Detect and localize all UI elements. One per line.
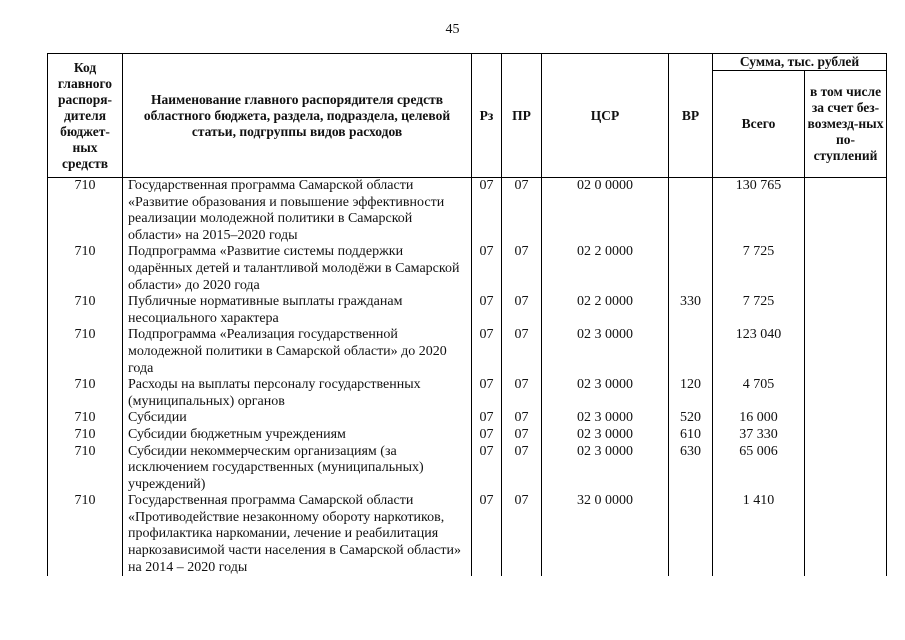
row-code: 710 bbox=[48, 410, 123, 427]
row-total: 7 725 bbox=[713, 294, 805, 327]
row-csr: 02 3 0000 bbox=[542, 377, 669, 410]
row-rz: 07 bbox=[472, 410, 502, 427]
row-name: Государственная программа Самарской области «Противодействие незаконному обороту наркотиков, профилактика наркомании, лечение и реабилитация наркозависимой части населения в Самарской области» на 2014 – 2020 годы bbox=[123, 493, 472, 576]
row-code: 710 bbox=[48, 244, 123, 294]
row-vr bbox=[669, 493, 713, 576]
row-rz: 07 bbox=[472, 244, 502, 294]
row-csr: 02 3 0000 bbox=[542, 444, 669, 494]
header-sum-group: Сумма, тыс. рублей bbox=[713, 54, 887, 71]
table-row bbox=[48, 327, 887, 377]
row-vr bbox=[669, 178, 713, 245]
row-total: 65 006 bbox=[713, 444, 805, 494]
row-pr: 07 bbox=[502, 327, 542, 377]
row-rz: 07 bbox=[472, 427, 502, 444]
row-vr: 330 bbox=[669, 294, 713, 327]
row-pr: 07 bbox=[502, 444, 542, 494]
row-pr: 07 bbox=[502, 377, 542, 410]
row-code: 710 bbox=[48, 377, 123, 410]
row-rz: 07 bbox=[472, 294, 502, 327]
row-vr bbox=[669, 327, 713, 377]
row-name: Субсидии бюджетным учреждениям bbox=[123, 427, 472, 444]
row-rz: 07 bbox=[472, 327, 502, 377]
header-vr: ВР bbox=[669, 54, 713, 178]
row-total: 16 000 bbox=[713, 410, 805, 427]
row-grants bbox=[805, 178, 887, 245]
header-rz: Рз bbox=[472, 54, 502, 178]
row-rz: 07 bbox=[472, 493, 502, 576]
row-grants bbox=[805, 493, 887, 576]
row-csr: 32 0 0000 bbox=[542, 493, 669, 576]
table-row bbox=[48, 493, 887, 576]
header-name: Наименование главного распорядителя средств областного бюджета, раздела, подраздела, целевой статьи, подгруппы видов расходов bbox=[123, 54, 472, 178]
row-csr: 02 3 0000 bbox=[542, 327, 669, 377]
header-grants: в том числе за счет без-возмезд-ных по-ступлений bbox=[805, 71, 887, 178]
row-grants bbox=[805, 327, 887, 377]
row-total: 123 040 bbox=[713, 327, 805, 377]
row-rz: 07 bbox=[472, 178, 502, 245]
row-grants bbox=[805, 244, 887, 294]
page-number: 45 bbox=[445, 22, 460, 37]
row-name: Подпрограмма «Реализация государственной молодежной политики в Самарской области» до 2020 года bbox=[123, 327, 472, 377]
row-csr: 02 2 0000 bbox=[542, 294, 669, 327]
row-vr: 520 bbox=[669, 410, 713, 427]
row-pr: 07 bbox=[502, 294, 542, 327]
row-pr: 07 bbox=[502, 244, 542, 294]
row-name: Государственная программа Самарской области «Развитие образования и повышение эффективности реализации молодежной политики в Самарской области» на 2015–2020 годы bbox=[123, 178, 472, 245]
row-code: 710 bbox=[48, 294, 123, 327]
table-row bbox=[48, 377, 887, 410]
row-total: 130 765 bbox=[713, 178, 805, 245]
row-total: 4 705 bbox=[713, 377, 805, 410]
row-pr: 07 bbox=[502, 410, 542, 427]
row-vr bbox=[669, 244, 713, 294]
row-vr: 610 bbox=[669, 427, 713, 444]
row-pr: 07 bbox=[502, 493, 542, 576]
table-body bbox=[48, 178, 887, 577]
row-csr: 02 2 0000 bbox=[542, 244, 669, 294]
table-row bbox=[48, 244, 887, 294]
header-csr: ЦСР bbox=[542, 54, 669, 178]
table-row bbox=[48, 410, 887, 427]
row-name: Субсидии bbox=[123, 410, 472, 427]
row-total: 7 725 bbox=[713, 244, 805, 294]
budget-table bbox=[47, 53, 887, 576]
row-rz: 07 bbox=[472, 377, 502, 410]
row-grants bbox=[805, 427, 887, 444]
row-vr: 120 bbox=[669, 377, 713, 410]
table-row bbox=[48, 444, 887, 494]
table-row bbox=[48, 427, 887, 444]
row-vr: 630 bbox=[669, 444, 713, 494]
row-grants bbox=[805, 444, 887, 494]
row-pr: 07 bbox=[502, 178, 542, 245]
row-grants bbox=[805, 410, 887, 427]
row-code: 710 bbox=[48, 327, 123, 377]
row-total: 37 330 bbox=[713, 427, 805, 444]
table-row bbox=[48, 294, 887, 327]
table-row bbox=[48, 178, 887, 245]
row-code: 710 bbox=[48, 444, 123, 494]
row-csr: 02 3 0000 bbox=[542, 427, 669, 444]
row-csr: 02 3 0000 bbox=[542, 410, 669, 427]
row-name: Субсидии некоммерческим организациям (за исключением государственных (муниципальных) учреждений) bbox=[123, 444, 472, 494]
header-total: Всего bbox=[713, 71, 805, 178]
row-code: 710 bbox=[48, 493, 123, 576]
row-csr: 02 0 0000 bbox=[542, 178, 669, 245]
row-code: 710 bbox=[48, 427, 123, 444]
header-pr: ПР bbox=[502, 54, 542, 178]
row-rz: 07 bbox=[472, 444, 502, 494]
row-code: 710 bbox=[48, 178, 123, 245]
row-name: Подпрограмма «Развитие системы поддержки одарённых детей и талантливой молодёжи в Самарской области» до 2020 года bbox=[123, 244, 472, 294]
row-total: 1 410 bbox=[713, 493, 805, 576]
header-code: Код главного распоря-дителя бюджет-ных средств bbox=[48, 54, 123, 178]
row-name: Расходы на выплаты персоналу государственных (муниципальных) органов bbox=[123, 377, 472, 410]
row-name: Публичные нормативные выплаты гражданам несоциального характера bbox=[123, 294, 472, 327]
row-pr: 07 bbox=[502, 427, 542, 444]
row-grants bbox=[805, 377, 887, 410]
row-grants bbox=[805, 294, 887, 327]
